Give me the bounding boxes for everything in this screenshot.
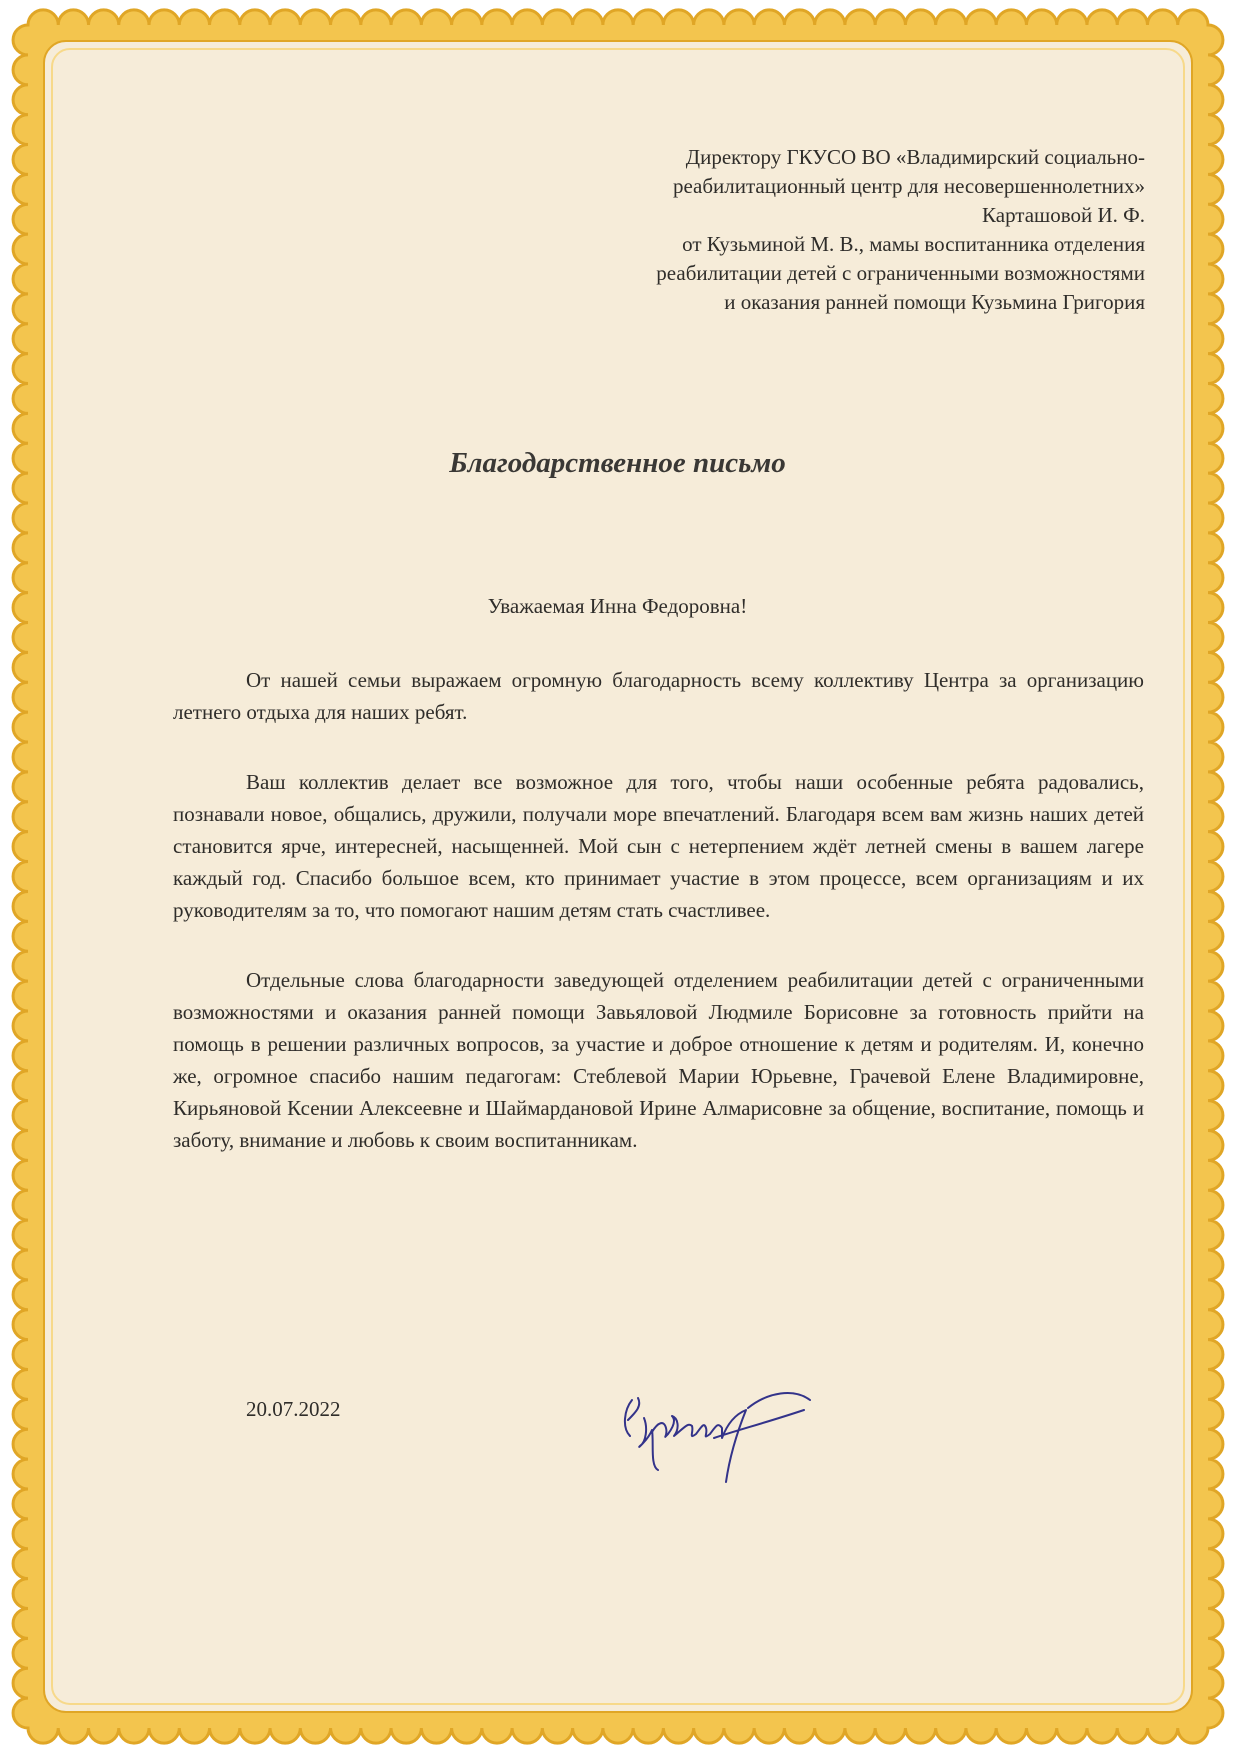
addressee-line: Карташовой И. Ф. [982,203,1145,227]
letter-title: Благодарственное письмо [449,447,786,479]
body-paragraph: От нашей семьи выражаем огромную благодарность всему коллективу Центра за организацию летнего отдыха для наших ребят. [173,668,1144,724]
addressee-block [425,143,1145,317]
addressee-line: реабилитационный центр для несовершеннолетних» [672,174,1145,198]
addressee-line: и оказания ранней помощи Кузьмина Григория [724,290,1145,314]
addressee-line: от Кузьминой М. В., мамы воспитанника отделения [682,232,1145,256]
addressee-line: реабилитации детей с ограниченными возможностями [656,261,1145,285]
addressee-line: Директору ГКУСО ВО «Владимирский социально- [685,145,1145,169]
letter-body [173,664,1144,1194]
body-paragraph: Ваш коллектив делает все возможное для того, чтобы наши особенные ребята радовались, познавали новое, общались, дружили, получали море впечатлений. Благодаря всем вам жизнь наших детей становится ярче, интересней, насыщенней. Мой сын с нетерпением ждёт летней смены в вашем лагере каждый год. Спасибо большое всем, кто принимает участие в этом процессе, всем организациям и их руководителям за то, что помогают нашим детям стать счастливее. [173,770,1144,922]
letter-date: 20.07.2022 [246,1397,341,1421]
body-paragraph: Отдельные слова благодарности заведующей отделением реабилитации детей с ограниченными возможностями и оказания ранней помощи Завьяловой Людмиле Борисовне за готовность прийти на помощь в решении различных вопросов, за участие и доброе отношение к детям и родителям. И, конечно же, огромное спасибо нашим педагогам: Стеблевой Марии Юрьевне, Грачевой Елене Владимировне, Кирьяновой Ксении Алексеевне и Шаймардановой Ирине Алмарисовне за общение, воспитание, помощь и заботу, внимание и любовь к своим воспитанникам. [173,968,1144,1152]
handwritten-signature [618,1370,848,1490]
salutation: Уважаемая Инна Федоровна! [487,594,748,618]
